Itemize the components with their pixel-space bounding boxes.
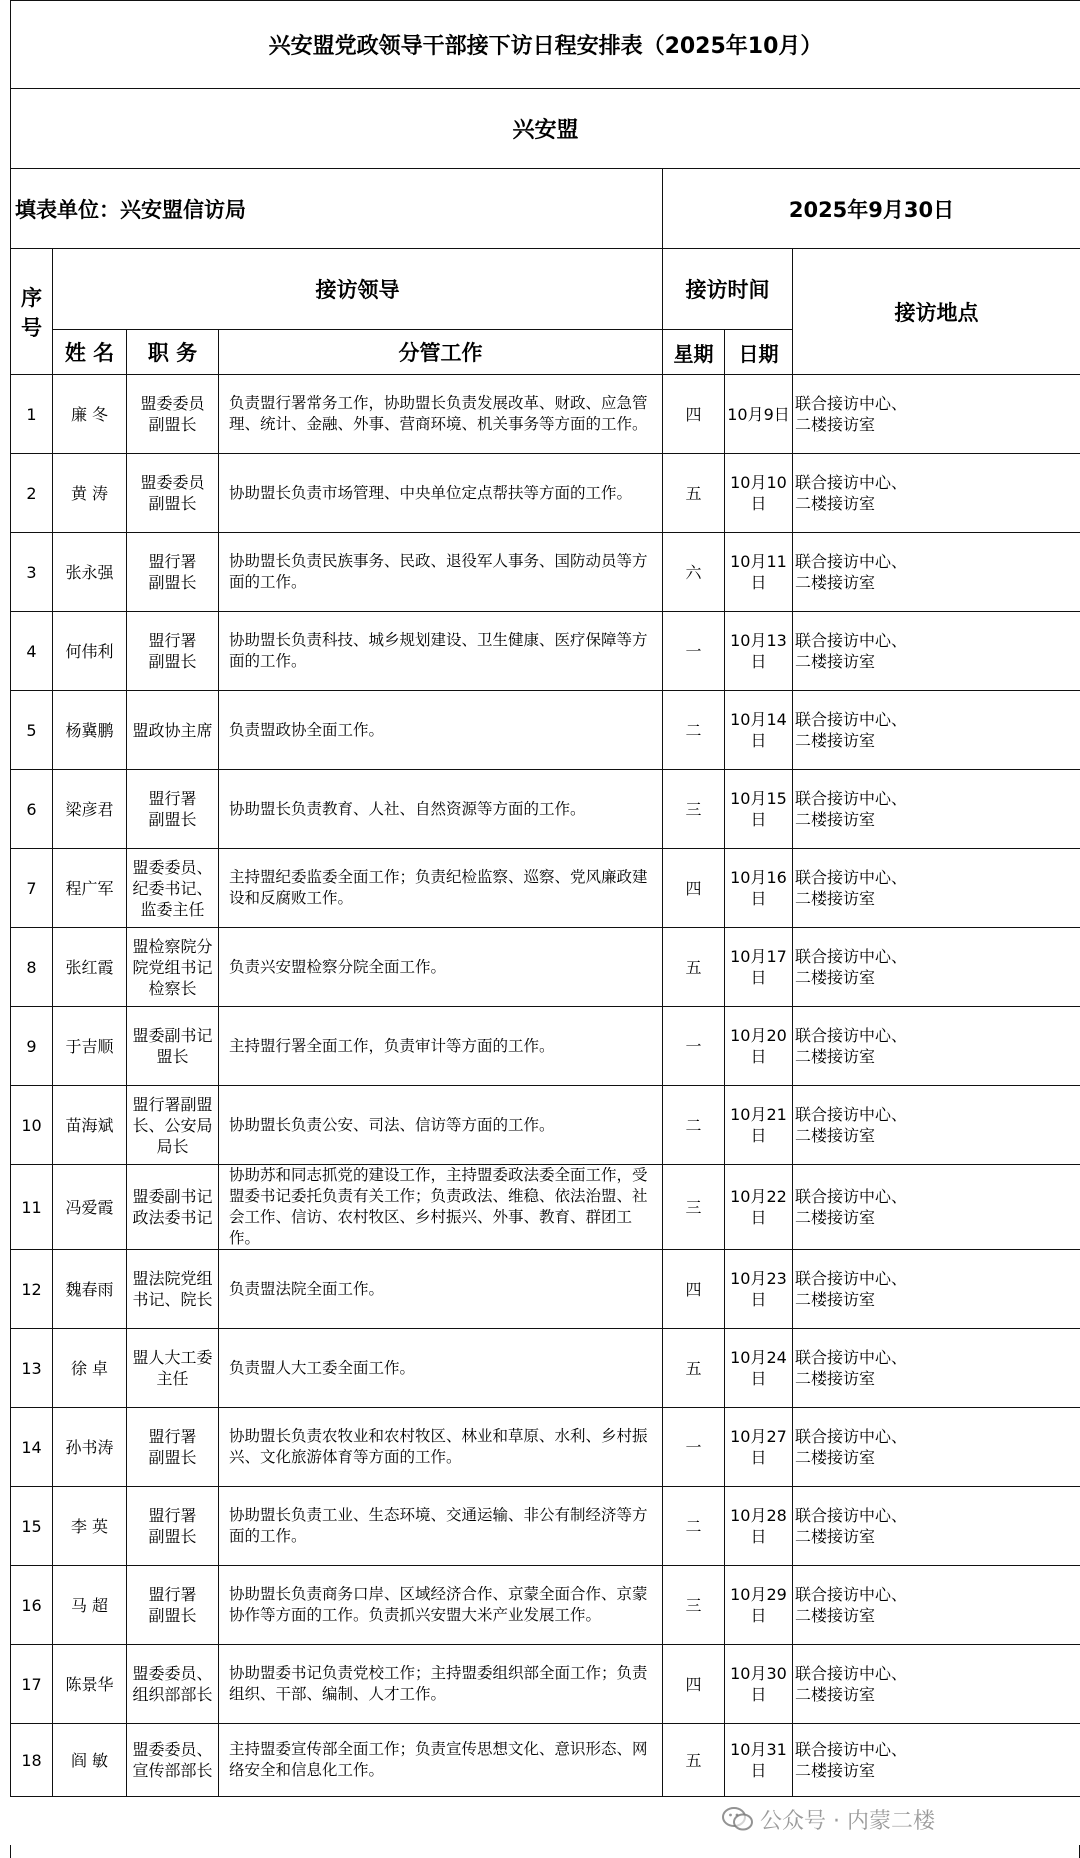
header-leader-group: 接访领导 [53, 249, 663, 330]
visit-weekday: 五 [663, 928, 725, 1007]
leader-duty: 负责盟政协全面工作。 [219, 691, 663, 770]
leader-position: 盟委委员 副盟长 [127, 375, 219, 454]
leader-position: 盟行署 副盟长 [127, 1408, 219, 1487]
row-index: 11 [11, 1165, 53, 1250]
table-bottom-edge [10, 1845, 1080, 1858]
leader-duty: 负责盟人大工委全面工作。 [219, 1329, 663, 1408]
leader-position: 盟法院党组 书记、院长 [127, 1250, 219, 1329]
leader-position: 盟检察院分 院党组书记 检察长 [127, 928, 219, 1007]
visit-place: 联合接访中心、 二楼接访室 [793, 928, 1080, 1007]
leader-name: 阎 敏 [53, 1724, 127, 1797]
leader-position: 盟行署 副盟长 [127, 612, 219, 691]
table-row [11, 1566, 1080, 1645]
visit-weekday: 五 [663, 1724, 725, 1797]
table-row [11, 1250, 1080, 1329]
region-name: 兴安盟 [11, 89, 1080, 169]
header-position: 职 务 [127, 330, 219, 375]
leader-name: 孙书涛 [53, 1408, 127, 1487]
row-index: 6 [11, 770, 53, 849]
row-index: 16 [11, 1566, 53, 1645]
visit-weekday: 四 [663, 375, 725, 454]
header-place: 接访地点 [793, 249, 1080, 375]
visit-place: 联合接访中心、 二楼接访室 [793, 612, 1080, 691]
leader-position: 盟委副书记 政法委书记 [127, 1165, 219, 1250]
leader-name: 苗海斌 [53, 1086, 127, 1165]
row-index: 14 [11, 1408, 53, 1487]
leader-duty: 协助盟长负责工业、生态环境、交通运输、非公有制经济等方面的工作。 [219, 1487, 663, 1566]
visit-place: 联合接访中心、 二楼接访室 [793, 375, 1080, 454]
visit-date: 10月23日 [725, 1250, 793, 1329]
leader-name: 梁彦君 [53, 770, 127, 849]
leader-name: 徐 卓 [53, 1329, 127, 1408]
visit-date: 10月31日 [725, 1724, 793, 1797]
leader-duty: 协助盟长负责民族事务、民政、退役军人事务、国防动员等方面的工作。 [219, 533, 663, 612]
header-duty: 分管工作 [219, 330, 663, 375]
leader-name: 杨冀鹏 [53, 691, 127, 770]
visit-date: 10月10日 [725, 454, 793, 533]
visit-place: 联合接访中心、 二楼接访室 [793, 1487, 1080, 1566]
table-row [11, 770, 1080, 849]
visit-weekday: 五 [663, 454, 725, 533]
visit-date: 10月21日 [725, 1086, 793, 1165]
visit-weekday: 一 [663, 612, 725, 691]
leader-name: 张永强 [53, 533, 127, 612]
table-row [11, 1329, 1080, 1408]
leader-name: 张红霞 [53, 928, 127, 1007]
visit-date: 10月16日 [725, 849, 793, 928]
leader-name: 李 英 [53, 1487, 127, 1566]
leader-name: 魏春雨 [53, 1250, 127, 1329]
table-row [11, 849, 1080, 928]
wechat-official-account-icon [722, 1806, 754, 1832]
visit-weekday: 三 [663, 770, 725, 849]
leader-duty: 协助苏和同志抓党的建设工作，主持盟委政法委全面工作，受盟委书记委托负责有关工作；负责政法、维稳、依法治盟、社会工作、信访、农村牧区、乡村振兴、外事、教育、群团工作。 [219, 1165, 663, 1250]
visit-place: 联合接访中心、 二楼接访室 [793, 533, 1080, 612]
leader-duty: 协助盟长负责公安、司法、信访等方面的工作。 [219, 1086, 663, 1165]
visit-date: 10月20日 [725, 1007, 793, 1086]
watermark [722, 1802, 935, 1836]
visit-weekday: 四 [663, 1250, 725, 1329]
visit-place: 联合接访中心、 二楼接访室 [793, 849, 1080, 928]
visit-place: 联合接访中心、 二楼接访室 [793, 1007, 1080, 1086]
visit-weekday: 六 [663, 533, 725, 612]
leader-duty: 协助盟委书记负责党校工作；主持盟委组织部全面工作；负责组织、干部、编制、人才工作。 [219, 1645, 663, 1724]
leader-duty: 主持盟行署全面工作，负责审计等方面的工作。 [219, 1007, 663, 1086]
leader-position: 盟委委员、 纪委书记、 监委主任 [127, 849, 219, 928]
visit-weekday: 二 [663, 691, 725, 770]
visit-date: 10月13日 [725, 612, 793, 691]
row-index: 13 [11, 1329, 53, 1408]
leader-duty: 协助盟长负责商务口岸、区域经济合作、京蒙全面合作、京蒙协作等方面的工作。负责抓兴安盟大米产业发展工作。 [219, 1566, 663, 1645]
header-name: 姓 名 [53, 330, 127, 375]
leader-duty: 协助盟长负责教育、人社、自然资源等方面的工作。 [219, 770, 663, 849]
visit-weekday: 一 [663, 1007, 725, 1086]
row-index: 17 [11, 1645, 53, 1724]
schedule-sheet [10, 0, 1080, 1797]
leader-position: 盟委委员 副盟长 [127, 454, 219, 533]
leader-position: 盟政协主席 [127, 691, 219, 770]
visit-date: 10月24日 [725, 1329, 793, 1408]
row-index: 5 [11, 691, 53, 770]
leader-position: 盟行署副盟 长、公安局 局长 [127, 1086, 219, 1165]
visit-weekday: 二 [663, 1487, 725, 1566]
leader-name: 马 超 [53, 1566, 127, 1645]
row-index: 8 [11, 928, 53, 1007]
leader-name: 陈景华 [53, 1645, 127, 1724]
leader-duty: 协助盟长负责农牧业和农村牧区、林业和草原、水利、乡村振兴、文化旅游体育等方面的工作。 [219, 1408, 663, 1487]
visit-place: 联合接访中心、 二楼接访室 [793, 1165, 1080, 1250]
leader-name: 程广军 [53, 849, 127, 928]
leader-duty: 主持盟纪委监委全面工作；负责纪检监察、巡察、党风廉政建设和反腐败工作。 [219, 849, 663, 928]
visit-place: 联合接访中心、 二楼接访室 [793, 691, 1080, 770]
leader-name: 黄 涛 [53, 454, 127, 533]
visit-place: 联合接访中心、 二楼接访室 [793, 1329, 1080, 1408]
leader-duty: 负责盟行署常务工作，协助盟长负责发展改革、财政、应急管理、统计、金融、外事、营商环境、机关事务等方面的工作。 [219, 375, 663, 454]
row-index: 7 [11, 849, 53, 928]
header-time-group: 接访时间 [663, 249, 793, 330]
table-row [11, 1645, 1080, 1724]
table-row [11, 375, 1080, 454]
leader-name: 冯爱霞 [53, 1165, 127, 1250]
table-row [11, 1086, 1080, 1165]
leader-position: 盟人大工委 主任 [127, 1329, 219, 1408]
visit-date: 10月9日 [725, 375, 793, 454]
leader-position: 盟行署 副盟长 [127, 770, 219, 849]
leader-duty: 负责盟法院全面工作。 [219, 1250, 663, 1329]
table-row [11, 691, 1080, 770]
visit-date: 10月27日 [725, 1408, 793, 1487]
leader-position: 盟委副书记 盟长 [127, 1007, 219, 1086]
row-index: 1 [11, 375, 53, 454]
header-date: 日期 [725, 330, 793, 375]
table-row [11, 1724, 1080, 1797]
row-index: 9 [11, 1007, 53, 1086]
leader-name: 何伟利 [53, 612, 127, 691]
visit-date: 10月30日 [725, 1645, 793, 1724]
table-row [11, 1007, 1080, 1086]
schedule-table [10, 0, 1080, 1797]
leader-position: 盟行署 副盟长 [127, 1566, 219, 1645]
leader-duty: 主持盟委宣传部全面工作；负责宣传思想文化、意识形态、网络安全和信息化工作。 [219, 1724, 663, 1797]
row-index: 12 [11, 1250, 53, 1329]
leader-duty: 协助盟长负责市场管理、中央单位定点帮扶等方面的工作。 [219, 454, 663, 533]
visit-place: 联合接访中心、 二楼接访室 [793, 1408, 1080, 1487]
leader-position: 盟行署 副盟长 [127, 1487, 219, 1566]
visit-date: 10月29日 [725, 1566, 793, 1645]
table-row [11, 1165, 1080, 1250]
visit-date: 10月28日 [725, 1487, 793, 1566]
header-index: 序号 [11, 249, 53, 375]
visit-place: 联合接访中心、 二楼接访室 [793, 770, 1080, 849]
fill-date: 2025年9月30日 [663, 169, 1080, 249]
row-index: 15 [11, 1487, 53, 1566]
table-row [11, 533, 1080, 612]
visit-place: 联合接访中心、 二楼接访室 [793, 1086, 1080, 1165]
visit-weekday: 一 [663, 1408, 725, 1487]
visit-place: 联合接访中心、 二楼接访室 [793, 1645, 1080, 1724]
table-row [11, 612, 1080, 691]
watermark-text: 公众号 · 内蒙二楼 [760, 1808, 935, 1834]
visit-date: 10月14日 [725, 691, 793, 770]
fill-unit: 填表单位：兴安盟信访局 [11, 169, 663, 249]
table-row [11, 1487, 1080, 1566]
leader-position: 盟委委员、 宣传部部长 [127, 1724, 219, 1797]
visit-weekday: 五 [663, 1329, 725, 1408]
visit-weekday: 三 [663, 1165, 725, 1250]
visit-place: 联合接访中心、 二楼接访室 [793, 1250, 1080, 1329]
table-row [11, 1408, 1080, 1487]
row-index: 10 [11, 1086, 53, 1165]
leader-name: 廉 冬 [53, 375, 127, 454]
leader-name: 于吉顺 [53, 1007, 127, 1086]
header-weekday: 星期 [663, 330, 725, 375]
visit-weekday: 二 [663, 1086, 725, 1165]
visit-weekday: 三 [663, 1566, 725, 1645]
visit-date: 10月17日 [725, 928, 793, 1007]
visit-date: 10月15日 [725, 770, 793, 849]
visit-place: 联合接访中心、 二楼接访室 [793, 1566, 1080, 1645]
visit-weekday: 四 [663, 1645, 725, 1724]
row-index: 2 [11, 454, 53, 533]
leader-duty: 协助盟长负责科技、城乡规划建设、卫生健康、医疗保障等方面的工作。 [219, 612, 663, 691]
row-index: 18 [11, 1724, 53, 1797]
leader-position: 盟委委员、 组织部部长 [127, 1645, 219, 1724]
table-row [11, 454, 1080, 533]
table-row [11, 928, 1080, 1007]
row-index: 3 [11, 533, 53, 612]
visit-date: 10月22日 [725, 1165, 793, 1250]
leader-duty: 负责兴安盟检察分院全面工作。 [219, 928, 663, 1007]
visit-weekday: 四 [663, 849, 725, 928]
visit-place: 联合接访中心、 二楼接访室 [793, 1724, 1080, 1797]
leader-position: 盟行署 副盟长 [127, 533, 219, 612]
document-title: 兴安盟党政领导干部接下访日程安排表（2025年10月） [11, 1, 1080, 89]
row-index: 4 [11, 612, 53, 691]
visit-date: 10月11日 [725, 533, 793, 612]
visit-place: 联合接访中心、 二楼接访室 [793, 454, 1080, 533]
